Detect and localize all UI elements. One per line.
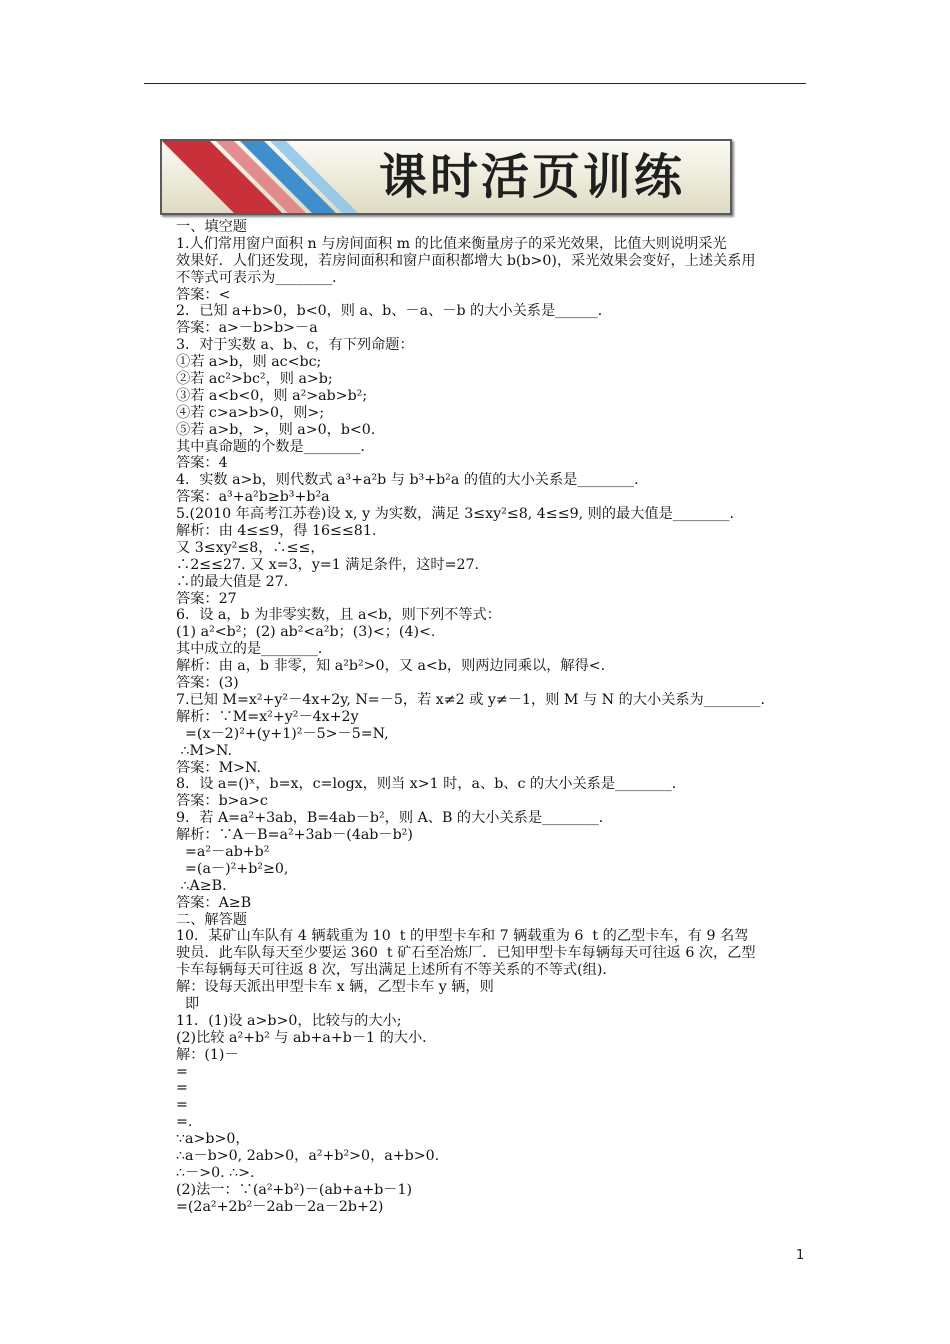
text-line: 答案：A≥B <box>176 894 252 911</box>
text-line: 解析：∵A－B=a²+3ab－(4ab－b²) <box>176 827 413 844</box>
page-number: 1 <box>796 1248 805 1263</box>
text-line: =(2a²+2b²－2ab－2a－2b+2) <box>176 1198 384 1215</box>
text-line: ∴M>N. <box>176 742 232 759</box>
text-line: 9．若 A=a²+3ab，B=4ab－b²，则 A、B 的大小关系是________． <box>176 810 613 827</box>
text-line: = <box>176 1097 188 1114</box>
text-line: 3．对于实数 a、b、c，有下列命题： <box>176 337 414 354</box>
text-line: 答案：(3) <box>176 675 239 692</box>
text-line: =(a－)²+b²≥0, <box>176 860 289 877</box>
text-line: 答案：27 <box>176 590 237 607</box>
text-line: = <box>176 1063 188 1080</box>
text-line: ∴－>0. ∴>. <box>176 1164 255 1181</box>
text-line: 卡车每辆每天可往返 8 次，写出满足上述所有不等关系的不等式(组)． <box>176 962 617 979</box>
text-line: ⑤若 a>b，>，则 a>0，b<0. <box>176 421 376 438</box>
text-line: ∴a－b>0, 2ab>0，a²+b²>0，a+b>0. <box>176 1147 440 1164</box>
text-line: (2)比较 a²+b² 与 ab+a+b－1 的大小． <box>176 1029 437 1046</box>
text-line: 其中成立的是________． <box>176 641 333 658</box>
text-line: 答案：b>a>c <box>176 793 268 810</box>
text-line: = <box>176 1080 188 1097</box>
text-line: =. <box>176 1114 193 1131</box>
text-line: 答案：M>N. <box>176 759 261 776</box>
text-line: 8．设 a=()ˣ，b=x，c=logx，则当 x>1 时，a、b、c 的大小关系是________． <box>176 776 686 793</box>
text-line: 不等式可表示为________． <box>176 269 347 286</box>
text-line: 一、填空题 <box>176 219 247 235</box>
text-line: 解析：由 a，b 非零，知 a²b²>0，又 a<b，则两边同乘以，解得<. <box>176 658 606 675</box>
text-line: 答案：< <box>176 286 231 303</box>
text-line: 7.已知 M=x²+y²－4x+2y, N=－5，若 x≠2 或 y≠－1，则 M 与 N 的大小关系为________． <box>176 691 775 708</box>
section-banner <box>160 139 732 215</box>
text-line: 二、解答题 <box>176 911 247 928</box>
text-line: 解析：∵M=x²+y²－4x+2y <box>176 708 359 725</box>
text-line: 即 <box>176 995 200 1012</box>
banner-title: 课时活页训练 <box>378 149 685 205</box>
text-line: ③若 a<b<0，则 a²>ab>b²; <box>176 387 368 404</box>
text-line: =a²－ab+b² <box>176 843 270 860</box>
text-line: ①若 a>b，则 ac<bc; <box>176 354 322 371</box>
text-line: 效果好．人们还发现，若房间面积和窗户面积都增大 b(b>0)，采光效果会变好，上述关系用 <box>176 252 756 269</box>
text-line: 1.人们常用窗户面积 n 与房间面积 m 的比值来衡量房子的采光效果，比值大则说明采光 <box>176 235 727 252</box>
text-line: 答案：a>－b>b>－a <box>176 320 318 337</box>
text-line: 又 3≤xy²≤8，∴≤≤， <box>176 539 325 556</box>
text-line: 解：设每天派出甲型卡车 x 辆，乙型卡车 y 辆，则 <box>176 979 494 996</box>
header-rule <box>144 83 806 84</box>
text-line: (2)法一：∵(a²+b²)－(ab+a+b－1) <box>176 1181 413 1198</box>
text-line: ∴的最大值是 27. <box>176 573 289 590</box>
text-line: =(x－2)²+(y+1)²－5>－5=N, <box>176 725 389 742</box>
text-line: 2．已知 a+b>0，b<0，则 a、b、－a、－b 的大小关系是______． <box>176 303 612 320</box>
text-line: 解：(1)－ <box>176 1046 239 1063</box>
text-line: 其中真命题的个数是________． <box>176 438 375 455</box>
text-line: ∵a>b>0， <box>176 1131 250 1148</box>
text-line: ②若 ac²>bc²，则 a>b; <box>176 371 333 388</box>
text-line: 答案：4 <box>176 455 228 472</box>
text-line: 4．实数 a>b，则代数式 a³+a²b 与 b³+b²a 的值的大小关系是________． <box>176 472 649 489</box>
text-line: 驶员．此车队每天至少要运 360 t 矿石至冶炼厂．已知甲型卡车每辆每天可往返 6 次，乙型 <box>176 945 756 962</box>
text-line: ④若 c>a>b>0，则>; <box>176 404 325 421</box>
text-line: ∴A≥B. <box>176 877 227 894</box>
exercise-text <box>158 219 808 1216</box>
text-line: 10．某矿山车队有 4 辆载重为 10 t 的甲型卡车和 7 辆载重为 6 t 的乙型卡车，有 9 名驾 <box>176 928 749 945</box>
text-line: 11．(1)设 a>b>0，比较与的大小; <box>176 1012 402 1029</box>
text-line: ∴2≤≤27. 又 x=3，y=1 满足条件，这时=27. <box>176 556 480 573</box>
text-line: 答案：a³+a²b≥b³+b²a <box>176 489 330 506</box>
text-line: 6．设 a，b 为非零实数，且 a<b，则下列不等式： <box>176 607 501 624</box>
text-line: 5.(2010 年高考江苏卷)设 x, y 为实数，满足 3≤xy²≤8, 4≤≤9, 则的最大值是________． <box>176 506 744 523</box>
text-line: (1) a²<b²；(2) ab²<a²b；(3)<；(4)<. <box>176 624 436 641</box>
text-line: 解析：由 4≤≤9，得 16≤≤81. <box>176 523 377 540</box>
